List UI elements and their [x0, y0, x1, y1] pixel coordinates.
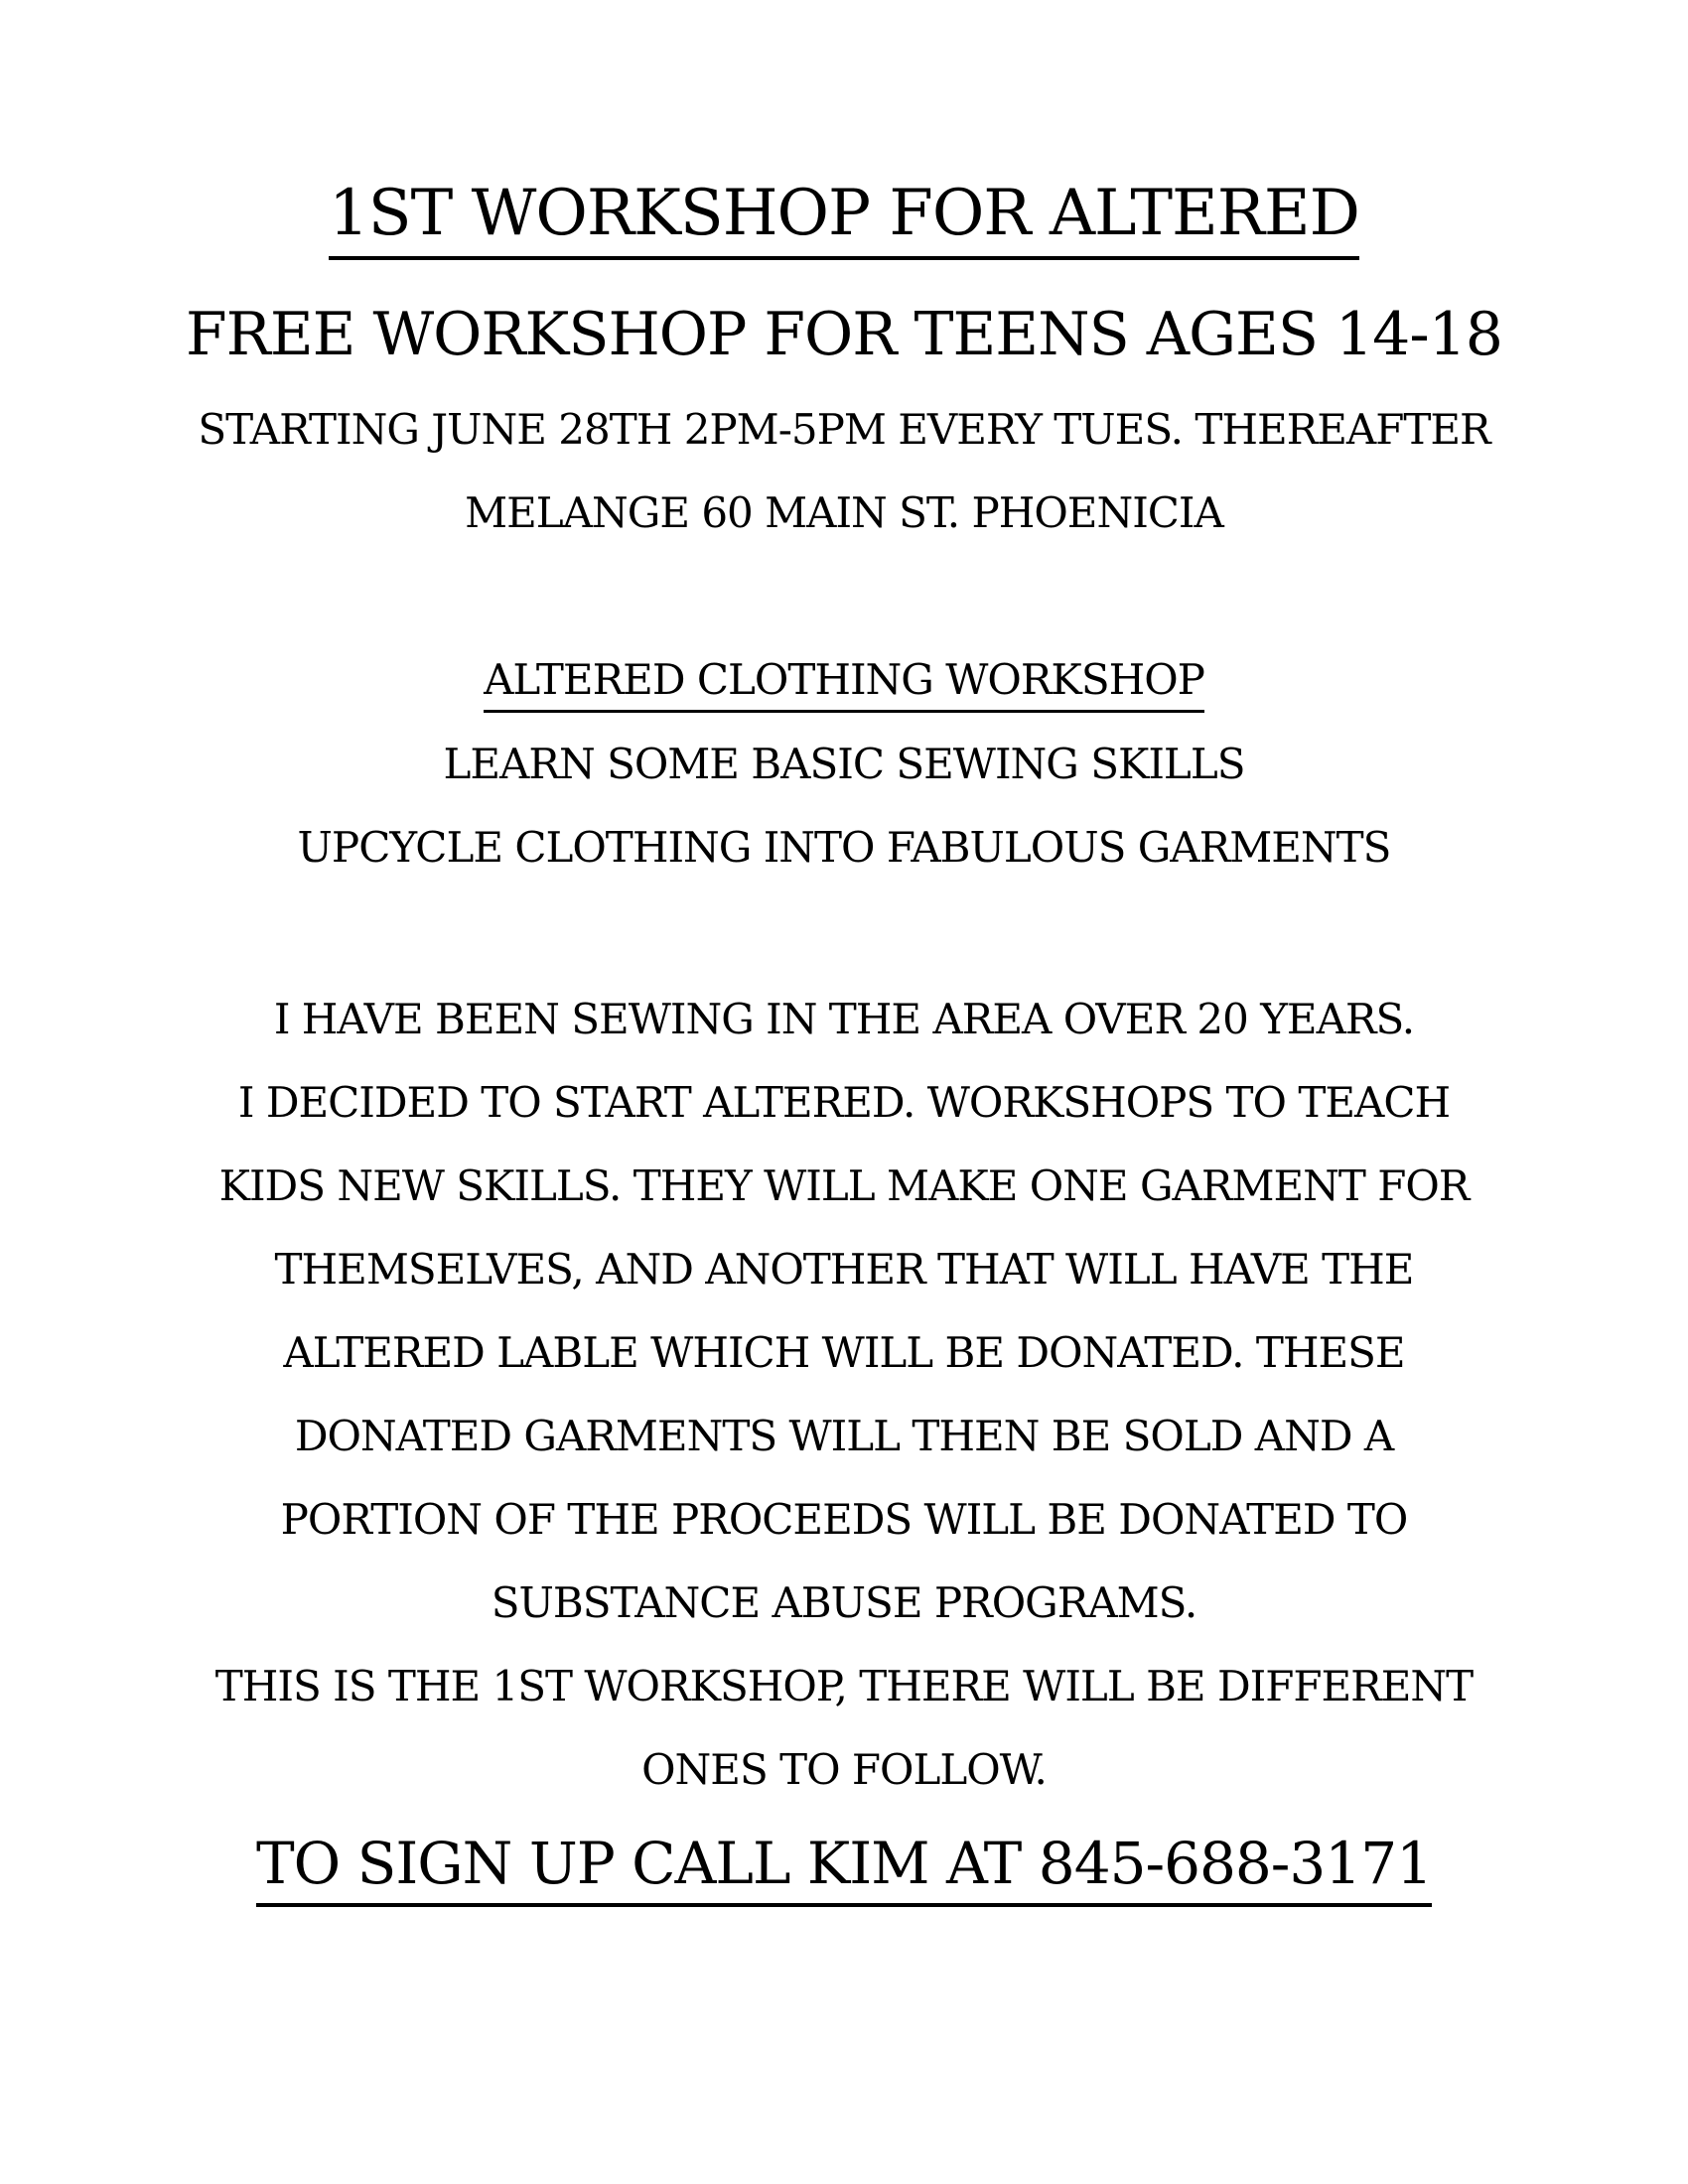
- signup-line: [0, 1830, 1688, 1897]
- schedule-text: STARTING JUNE 28TH 2PM-5PM EVERY TUES. THEREAFTER: [198, 405, 1490, 454]
- story-line: KIDS NEW SKILLS. THEY WILL MAKE ONE GARMENT FOR: [218, 1161, 1470, 1210]
- section-heading-line: [0, 655, 1688, 704]
- story-line: I HAVE BEEN SEWING IN THE AREA OVER 20 YEARS.: [273, 995, 1415, 1043]
- flyer-title: 1ST WORKSHOP FOR ALTERED: [329, 177, 1359, 260]
- section-line: LEARN SOME BASIC SEWING SKILLS: [443, 740, 1245, 788]
- section-heading: ALTERED CLOTHING WORKSHOP: [484, 655, 1204, 713]
- story-line: ONES TO FOLLOW.: [641, 1745, 1047, 1794]
- story-line: THEMSELVES, AND ANOTHER THAT WILL HAVE THE: [274, 1245, 1414, 1294]
- story-line: I DECIDED TO START ALTERED. WORKSHOPS TO TEACH: [237, 1078, 1451, 1127]
- section-line: UPCYCLE CLOTHING INTO FABULOUS GARMENTS: [297, 823, 1391, 872]
- signup-text: TO SIGN UP CALL KIM AT 845-688-3171: [256, 1830, 1432, 1907]
- story-line: ALTERED LABLE WHICH WILL BE DONATED. THESE: [283, 1328, 1405, 1377]
- title-line: [0, 177, 1688, 250]
- location-text: MELANGE 60 MAIN ST. PHOENICIA: [465, 488, 1223, 537]
- flyer-subtitle: FREE WORKSHOP FOR TEENS AGES 14-18: [186, 300, 1502, 369]
- story-line: THIS IS THE 1ST WORKSHOP, THERE WILL BE DIFFERENT: [214, 1662, 1474, 1710]
- story-line: PORTION OF THE PROCEEDS WILL BE DONATED TO: [280, 1495, 1408, 1544]
- story-line: DONATED GARMENTS WILL THEN BE SOLD AND A: [294, 1412, 1394, 1460]
- story-line: SUBSTANCE ABUSE PROGRAMS.: [491, 1578, 1197, 1627]
